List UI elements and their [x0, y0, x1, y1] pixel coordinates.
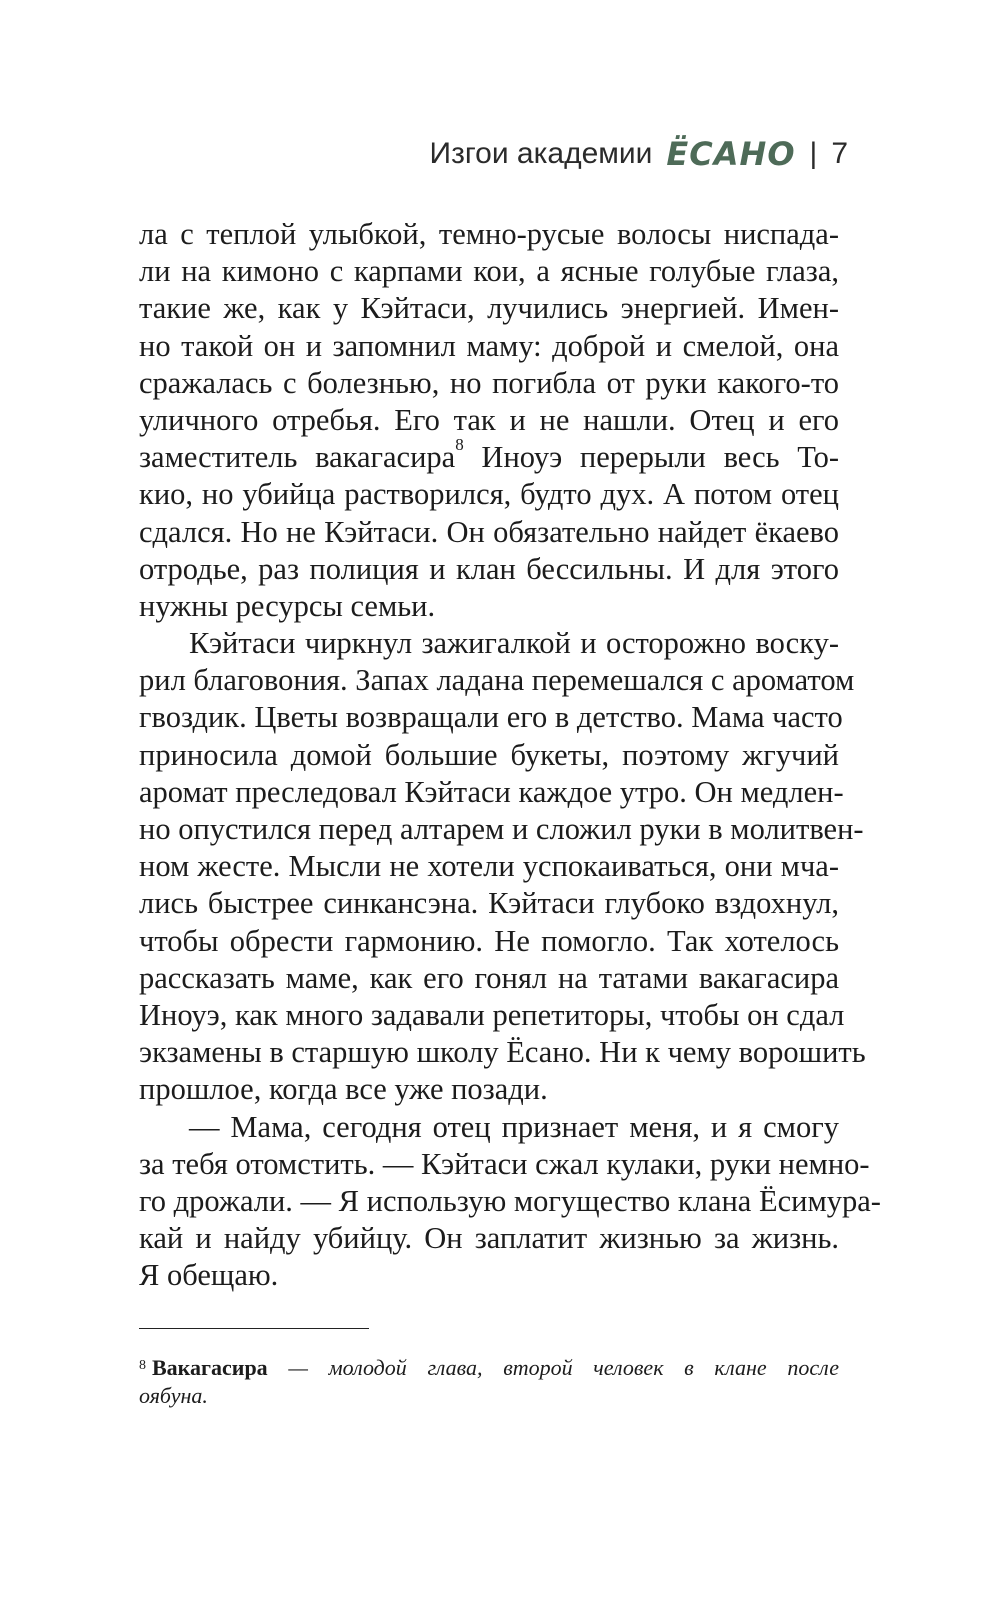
header-separator: | — [809, 137, 818, 170]
text-line — [139, 435, 840, 476]
text-line: Кэйтаси чиркнул зажигалкой и осторожно воску- — [189, 626, 839, 661]
text-segment: заместитель вакагасира — [139, 440, 456, 475]
running-header — [429, 135, 848, 173]
body-text — [139, 216, 881, 1294]
text-line: кио, но убийца растворился, будто дух. А потом отец — [139, 477, 839, 512]
book-title-brand: ЁСАНО — [666, 135, 796, 173]
text-line: такие же, как у Кэйтаси, лучились энергией. Имен- — [139, 291, 839, 326]
footnote-definition: — молодой глава, второй человек в клане после — [267, 1355, 839, 1380]
text-line: ла с теплой улыбкой, темно-русые волосы ниспада- — [139, 217, 839, 251]
text-line: рассказать маме, как его гонял на татами вакагасира — [139, 960, 839, 995]
text-line: ном жесте. Мысли не хотели успокаиваться, они мча- — [139, 849, 839, 884]
footnote-number: 8 — [139, 1358, 146, 1373]
text-line: уличного отребья. Его так и не нашли. Отец и его — [139, 402, 839, 437]
text-line: приносила домой большие букеты, поэтому жгучий — [139, 737, 839, 772]
footnote — [139, 1354, 839, 1410]
text-line: экзамены в старшую школу Ёсано. Ни к чему ворошить — [139, 1035, 866, 1070]
text-line: кай и найду убийцу. Он заплатит жизнью за жизнь. — [139, 1221, 839, 1256]
book-title: Изгои академии — [429, 137, 653, 170]
text-line: сдался. Но не Кэйтаси. Он обязательно найдет ёкаево — [139, 514, 839, 549]
text-line: лись быстрее синкансэна. Кэйтаси глубоко вздохнул, — [139, 886, 839, 921]
text-line: гвоздик. Цветы возвращали его в детство. Мама часто — [139, 700, 843, 735]
text-line: аромат преследовал Кэйтаси каждое утро. Он медлен- — [139, 774, 844, 809]
page-number: 7 — [831, 137, 848, 170]
footnote-reference[interactable]: 8 — [455, 435, 464, 455]
text-line: го дрожали. — Я использую могущество клана Ёсимура- — [139, 1183, 881, 1218]
text-line: но опустился перед алтарем и сложил руки в молитвен- — [139, 812, 864, 846]
text-line: ли на кимоно с карпами кои, а ясные голубые глаза, — [139, 254, 839, 289]
text-line: рил благовония. Запах ладана перемешался с ароматом — [139, 663, 855, 698]
text-line: за тебя отомстить. — Кэйтаси сжал кулаки, руки немно- — [139, 1146, 870, 1181]
text-line: — Мама, сегодня отец признает меня, и я смогу — [189, 1109, 839, 1144]
footnote-line — [139, 1354, 839, 1382]
text-line: отродье, раз полиция и клан бессильны. И для этого — [139, 551, 839, 586]
footnote-divider — [139, 1328, 369, 1329]
footnote-term: Вакагасира — [152, 1355, 268, 1380]
text-line: сражалась с болезнью, но погибла от руки какого-то — [139, 365, 839, 400]
text-line: но такой он и запомнил маму: доброй и смелой, она — [139, 328, 839, 363]
text-line: нужны ресурсы семьи. — [139, 588, 436, 623]
text-line: Я обещаю. — [139, 1258, 279, 1293]
text-line: прошлое, когда все уже позади. — [139, 1072, 548, 1107]
footnote-definition-continuation: оябуна. — [139, 1383, 208, 1408]
text-line: чтобы обрести гармонию. Не помогло. Так хотелось — [139, 923, 839, 958]
text-line: Иноуэ, как много задавали репетиторы, чтобы он сдал — [139, 997, 845, 1032]
text-segment: Иноуэ перерыли весь То- — [463, 440, 840, 475]
